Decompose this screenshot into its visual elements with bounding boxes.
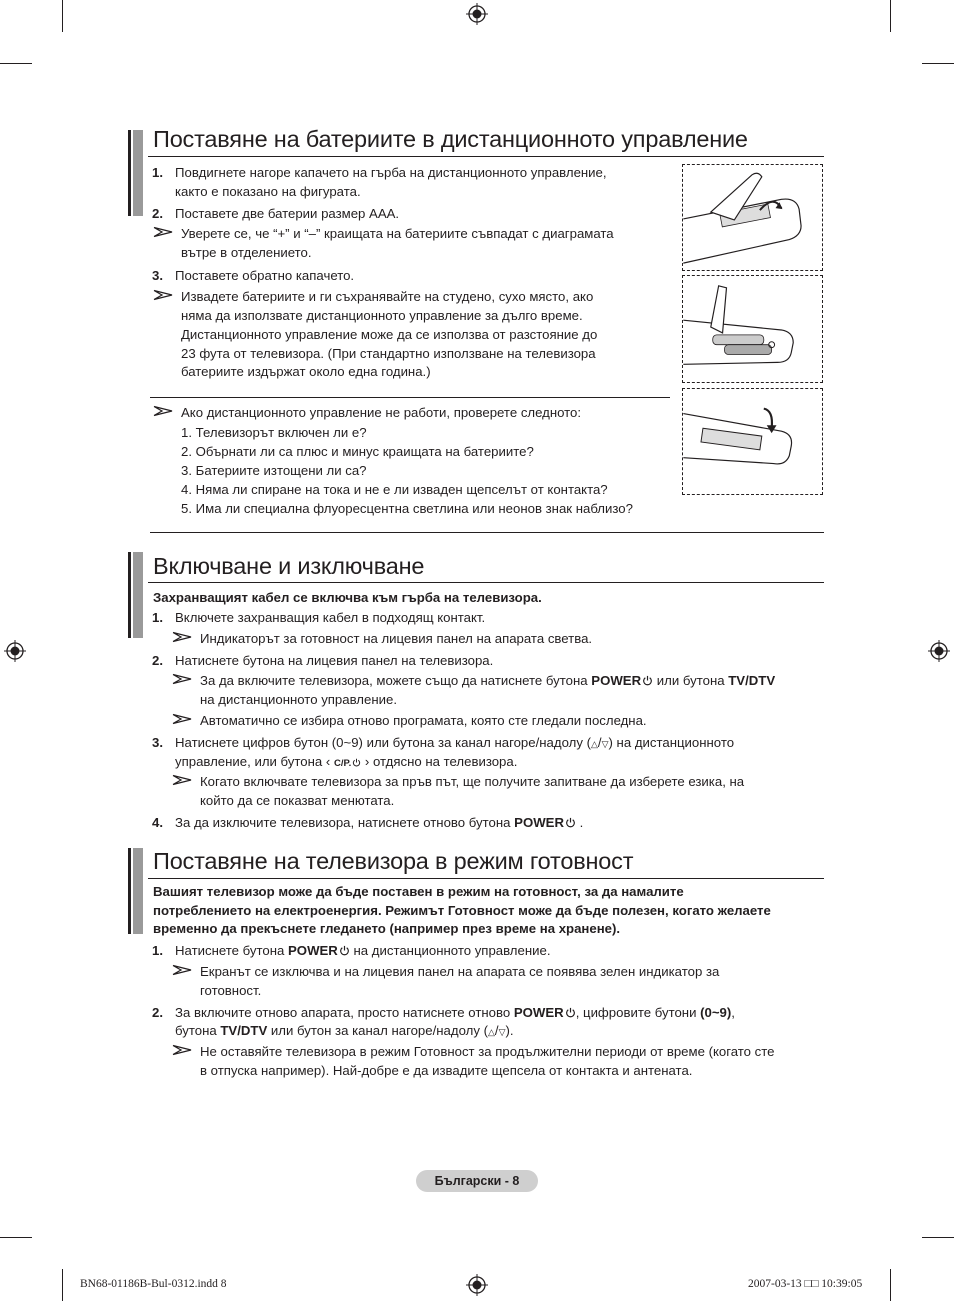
checklist-item: 1. Телевизорът включен ли е? xyxy=(181,425,367,440)
note-text: Дистанционното управление може да се използва от разстояние до xyxy=(181,327,598,342)
section-title-standby: Поставяне на телевизора в режим готовност xyxy=(153,848,634,874)
crop-mark xyxy=(890,0,891,32)
power-label: POWER xyxy=(288,943,338,958)
section-intro: временно да прекъснете гледането (например през време на хранене). xyxy=(153,921,621,936)
step-text: Поставете обратно капачето. xyxy=(175,268,355,283)
crop-mark xyxy=(62,0,63,32)
step-text-part: или бутон за канал нагоре/надолу ( xyxy=(267,1023,488,1038)
power-label: POWER xyxy=(514,815,564,830)
note-arrow-icon xyxy=(172,1044,192,1056)
power-label: POWER xyxy=(513,1005,564,1020)
checklist-intro: Ако дистанционното управление не работи, проверете следното: xyxy=(181,405,582,420)
note-text-part: или бутона xyxy=(653,673,729,688)
section-intro: Захранващият кабел се включва към гърба на телевизора. xyxy=(153,590,542,605)
registration-mark-icon xyxy=(4,640,26,662)
section-title-batteries: Поставяне на батериите в дистанционното управление xyxy=(153,126,748,152)
step-text: Повдигнете нагоре капачето на гърба на дистанционното управление, xyxy=(175,165,607,180)
note-arrow-icon xyxy=(172,631,192,643)
note-arrow-icon xyxy=(153,405,173,417)
section-marker xyxy=(133,130,143,216)
step-text xyxy=(175,814,583,832)
step-text xyxy=(175,1004,735,1022)
crop-mark xyxy=(890,1269,891,1301)
remote-close-cover-illustration xyxy=(683,389,822,494)
section-rule xyxy=(148,582,824,583)
section-intro: потреблението на електроенергия. Режимът Готовност може да бъде полезен, когато желаете xyxy=(153,903,771,918)
channel-down-icon: ▽ xyxy=(601,739,609,749)
note-text: Индикаторът за готовност на лицевия панел на апарата светва. xyxy=(200,631,593,646)
note-text: в отпуска например). Най-добре е да извадите щепсела от контакта и антената. xyxy=(200,1063,693,1078)
registration-mark-icon xyxy=(466,3,488,25)
step-number: 2. xyxy=(152,1005,163,1020)
note-text: 23 фута от телевизора. (При стандартно използване на телевизора xyxy=(181,346,596,361)
section-marker xyxy=(133,552,143,638)
step-text-part: Натиснете цифров бутон (0~9) или бутона за канал нагоре/надолу ( xyxy=(175,735,591,750)
note-text: Автоматично се избира отново програмата, която сте гледали последна. xyxy=(200,713,647,728)
step-text-part: За да изключите телевизора, натиснете отново бутона xyxy=(175,815,515,830)
checklist-item: 2. Обърнати ли са плюс и минус краищата на батериите? xyxy=(181,444,534,459)
step-number: 4. xyxy=(152,815,163,830)
step-number: 2. xyxy=(152,206,163,221)
section-marker xyxy=(133,848,143,934)
note-arrow-icon xyxy=(172,713,192,725)
crop-mark xyxy=(62,1269,63,1301)
step-text-part: ) на дистанционното xyxy=(608,735,735,750)
checklist-item: 3. Батериите изтощени ли са? xyxy=(181,463,367,478)
power-icon xyxy=(565,1007,576,1018)
checklist-item: 5. Има ли специална флуоресцентна светлина или неонов знак наблизо? xyxy=(181,501,633,516)
step-text-part: . xyxy=(575,815,584,830)
registration-mark-icon xyxy=(466,1274,488,1296)
power-label: POWER xyxy=(591,673,642,688)
section-marker xyxy=(128,130,131,216)
section-marker xyxy=(128,848,131,934)
step-text xyxy=(175,753,517,773)
note-arrow-icon xyxy=(172,774,192,786)
crop-mark xyxy=(0,63,32,64)
cp-label: C/P. xyxy=(333,758,352,769)
step-text-part: Натиснете бутона xyxy=(175,943,289,958)
chevron-right-icon: › xyxy=(364,754,370,769)
step-text: Поставете две батерии размер AAA. xyxy=(175,206,400,221)
section-rule xyxy=(148,878,824,879)
channel-up-icon: △ xyxy=(487,1027,495,1037)
crop-mark xyxy=(922,63,954,64)
step-number: 3. xyxy=(152,735,163,750)
section-intro: Вашият телевизор може да бъде поставен в режим на готовност, за да намалите xyxy=(153,884,684,899)
note-arrow-icon xyxy=(172,964,192,976)
step-text-part: на дистанционното управление. xyxy=(349,943,551,958)
power-icon xyxy=(642,675,653,686)
note-text: няма да използвате дистанционното управление за дълго време. xyxy=(181,308,583,323)
step-text: както е показано на фигурата. xyxy=(175,184,361,199)
channel-up-icon: △ xyxy=(590,739,598,749)
note-text: батериите издържат около една година.) xyxy=(181,364,431,379)
registration-mark-icon xyxy=(928,640,950,662)
power-icon xyxy=(339,945,350,956)
note-text: Екранът се изключва и на лицевия панел на апарата се появява зелен индикатор за xyxy=(200,964,720,979)
footer-datetime: 2007-03-13 □□ 10:39:05 xyxy=(748,1278,863,1290)
note-text: вътре в отделението. xyxy=(181,245,312,260)
tvdtv-label: TV/DTV xyxy=(728,673,776,688)
figure-insert-batteries xyxy=(682,275,823,383)
digits-label: (0~9) xyxy=(700,1005,732,1020)
step-text-part: ). xyxy=(505,1023,514,1038)
divider xyxy=(150,397,670,398)
step-text-part: , цифровите бутони xyxy=(575,1005,701,1020)
note-arrow-icon xyxy=(172,673,192,685)
step-number: 1. xyxy=(152,165,163,180)
channel-down-icon: ▽ xyxy=(498,1027,506,1037)
step-text-part: , xyxy=(731,1005,735,1020)
note-text: Не оставяйте телевизора в режим Готовност за продължителни периоди от време (когато сте xyxy=(200,1044,775,1059)
crop-mark xyxy=(0,1237,32,1238)
checklist-item: 4. Няма ли спиране на тока и не е ли изваден щепселът от контакта? xyxy=(181,482,608,497)
step-text-part: бутона xyxy=(175,1023,221,1038)
remote-insert-batteries-illustration xyxy=(683,276,822,382)
step-number: 1. xyxy=(152,610,163,625)
crop-mark xyxy=(922,1237,954,1238)
section-marker xyxy=(128,552,131,638)
step-text: бутона TV/DTV или бутон за канал нагоре/надолу (△/▽). xyxy=(175,1023,514,1038)
step-text-part: отдясно на телевизора. xyxy=(369,754,518,769)
page-number-badge: Български - 8 xyxy=(416,1170,538,1192)
note-arrow-icon xyxy=(153,289,173,301)
note-text: на дистанционното управление. xyxy=(200,692,397,707)
step-text xyxy=(175,942,551,960)
note-text xyxy=(200,672,775,690)
divider xyxy=(150,532,824,533)
step-number: 1. xyxy=(152,943,163,958)
note-text: Когато включвате телевизора за пръв път, ще получите запитване да изберете езика, на xyxy=(200,774,745,789)
footer-filename: BN68-01186B-Bul-0312.indd 8 xyxy=(80,1278,227,1290)
step-text: Включете захранващия кабел в подходящ контакт. xyxy=(175,610,486,625)
note-text: готовност. xyxy=(200,983,262,998)
note-arrow-icon xyxy=(153,226,173,238)
step-number: 3. xyxy=(152,268,163,283)
step-text: Натиснете бутона на лицевия панел на телевизора. xyxy=(175,653,494,668)
section-rule xyxy=(148,156,824,157)
step-text-part: управление, или бутона xyxy=(175,754,326,769)
step-text-part: За включите отново апарата, просто натиснете отново xyxy=(175,1005,514,1020)
section-title-power: Включване и изключване xyxy=(153,553,425,579)
figure-close-cover xyxy=(682,388,823,495)
power-icon xyxy=(352,758,361,767)
step-number: 2. xyxy=(152,653,163,668)
note-text-part: За да включите телевизора, можете също да натиснете бутона xyxy=(200,673,592,688)
note-text: който да се показват менютата. xyxy=(200,793,395,808)
step-text: Натиснете цифров бутон (0~9) или бутона за канал нагоре/надолу (△/▽) на дистанционното xyxy=(175,735,735,750)
remote-open-cover-illustration xyxy=(683,165,822,270)
chevron-left-icon: ‹ xyxy=(325,754,331,769)
note-text: Извадете батериите и ги съхранявайте на студено, сухо място, ако xyxy=(181,289,594,304)
figure-open-cover xyxy=(682,164,823,271)
note-text: Уверете се, че “+” и “–” краищата на батериите съвпадат с диаграмата xyxy=(181,226,614,241)
power-icon xyxy=(565,817,576,828)
tvdtv-label: TV/DTV xyxy=(220,1023,268,1038)
